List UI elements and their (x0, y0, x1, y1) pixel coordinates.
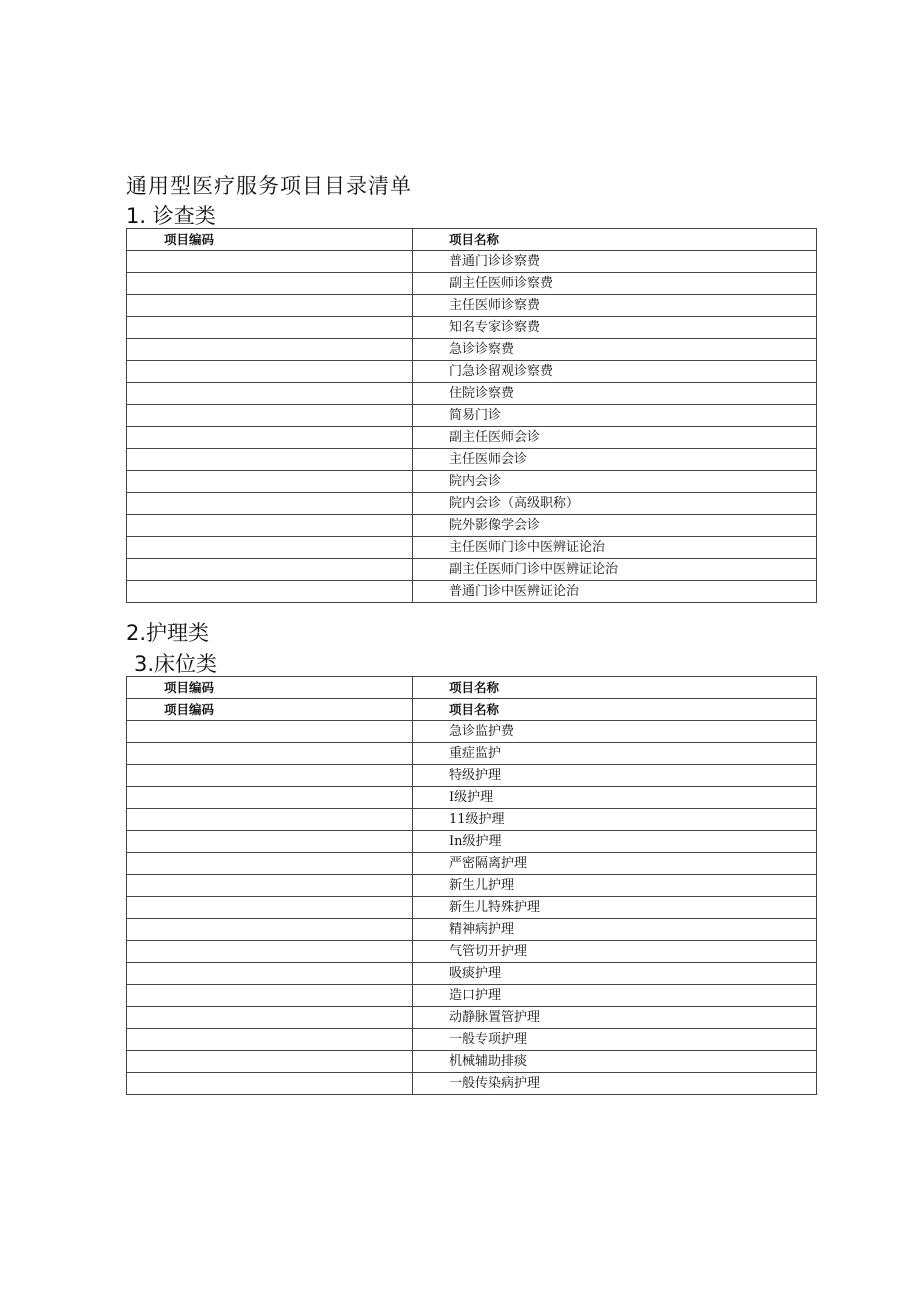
item-name-cell: 副主任医师诊察费 (413, 273, 817, 295)
table-row (127, 273, 817, 295)
item-code-cell (127, 1007, 413, 1029)
item-name-cell: 知名专家诊察费 (413, 317, 817, 339)
item-code-cell (127, 831, 413, 853)
item-code-cell (127, 809, 413, 831)
item-code-cell (127, 765, 413, 787)
item-code-cell (127, 743, 413, 765)
item-code-cell (127, 361, 413, 383)
item-name-cell: 重症监护 (413, 743, 817, 765)
table-row (127, 875, 817, 897)
column-header-name: 项目名称 (413, 229, 817, 251)
table-row (127, 743, 817, 765)
table-row (127, 427, 817, 449)
item-code-cell (127, 941, 413, 963)
item-code-cell (127, 471, 413, 493)
table-row (127, 559, 817, 581)
examination-items-table (126, 228, 817, 603)
table-row (127, 809, 817, 831)
item-name-cell: 气管切开护理 (413, 941, 817, 963)
column-header-name: 项目名称 (413, 699, 817, 721)
table-row (127, 471, 817, 493)
item-name-cell: 院内会诊（高级职称） (413, 493, 817, 515)
item-name-cell: 急诊监护费 (413, 721, 817, 743)
item-name-cell: 普通门诊诊察费 (413, 251, 817, 273)
table-row (127, 1073, 817, 1095)
table-row (127, 831, 817, 853)
item-code-cell (127, 963, 413, 985)
item-code-cell (127, 515, 413, 537)
table-row (127, 941, 817, 963)
table-header-row (127, 699, 817, 721)
table-row (127, 963, 817, 985)
item-name-cell: 新生儿特殊护理 (413, 897, 817, 919)
item-code-cell (127, 537, 413, 559)
item-code-cell (127, 1051, 413, 1073)
table-row (127, 405, 817, 427)
item-name-cell: 主任医师会诊 (413, 449, 817, 471)
section-heading-nursing: 2.护理类 (126, 621, 210, 645)
item-name-cell: 特级护理 (413, 765, 817, 787)
table-row (127, 1029, 817, 1051)
table-row (127, 251, 817, 273)
table-row (127, 515, 817, 537)
item-name-cell: 11级护理 (413, 809, 817, 831)
table-row (127, 537, 817, 559)
item-code-cell (127, 919, 413, 941)
table-row (127, 919, 817, 941)
item-code-cell (127, 1073, 413, 1095)
item-name-cell: 主任医师诊察费 (413, 295, 817, 317)
item-code-cell (127, 897, 413, 919)
item-name-cell: 副主任医师门诊中医辨证论治 (413, 559, 817, 581)
table-row (127, 765, 817, 787)
item-name-cell: 简易门诊 (413, 405, 817, 427)
bed-items-table (126, 676, 817, 1095)
item-code-cell (127, 581, 413, 603)
item-name-cell: 急诊诊察费 (413, 339, 817, 361)
item-name-cell: In级护理 (413, 831, 817, 853)
column-header-code: 项目编码 (127, 699, 413, 721)
item-name-cell: 机械辅助排痰 (413, 1051, 817, 1073)
table-header-row (127, 229, 817, 251)
column-header-code: 项目编码 (127, 677, 413, 699)
item-name-cell: 门急诊留观诊察费 (413, 361, 817, 383)
table-row (127, 339, 817, 361)
section-heading-examination: 1. 诊查类 (126, 204, 216, 228)
table-row (127, 449, 817, 471)
section-heading-bed: 3.床位类 (134, 652, 218, 676)
table-row (127, 721, 817, 743)
item-code-cell (127, 317, 413, 339)
table-row (127, 361, 817, 383)
item-code-cell (127, 559, 413, 581)
item-code-cell (127, 295, 413, 317)
item-name-cell: 院内会诊 (413, 471, 817, 493)
item-name-cell: 动静脉置管护理 (413, 1007, 817, 1029)
table-row (127, 787, 817, 809)
item-code-cell (127, 787, 413, 809)
table-row (127, 1007, 817, 1029)
item-code-cell (127, 875, 413, 897)
item-code-cell (127, 721, 413, 743)
column-header-code: 项目编码 (127, 229, 413, 251)
table-row (127, 985, 817, 1007)
table-row (127, 897, 817, 919)
item-code-cell (127, 853, 413, 875)
item-code-cell (127, 1029, 413, 1051)
table-row (127, 383, 817, 405)
item-name-cell: 精神病护理 (413, 919, 817, 941)
table-row (127, 295, 817, 317)
column-header-name: 项目名称 (413, 677, 817, 699)
table-header-row (127, 677, 817, 699)
item-code-cell (127, 449, 413, 471)
item-code-cell (127, 405, 413, 427)
table-row (127, 853, 817, 875)
item-code-cell (127, 339, 413, 361)
item-name-cell: 院外影像学会诊 (413, 515, 817, 537)
item-name-cell: 吸痰护理 (413, 963, 817, 985)
item-name-cell: 造口护理 (413, 985, 817, 1007)
item-code-cell (127, 493, 413, 515)
item-code-cell (127, 985, 413, 1007)
table-row (127, 1051, 817, 1073)
item-name-cell: 普通门诊中医辨证论治 (413, 581, 817, 603)
table-row (127, 581, 817, 603)
item-code-cell (127, 383, 413, 405)
item-name-cell: Ⅰ级护理 (413, 787, 817, 809)
item-name-cell: 主任医师门诊中医辨证论治 (413, 537, 817, 559)
table-row (127, 317, 817, 339)
item-name-cell: 住院诊察费 (413, 383, 817, 405)
document-title: 通用型医疗服务项目目录清单 (126, 174, 412, 198)
item-name-cell: 新生儿护理 (413, 875, 817, 897)
item-name-cell: 严密隔离护理 (413, 853, 817, 875)
item-name-cell: 副主任医师会诊 (413, 427, 817, 449)
item-code-cell (127, 273, 413, 295)
item-name-cell: 一般专项护理 (413, 1029, 817, 1051)
item-name-cell: 一般传染病护理 (413, 1073, 817, 1095)
item-code-cell (127, 427, 413, 449)
item-code-cell (127, 251, 413, 273)
table-row (127, 493, 817, 515)
